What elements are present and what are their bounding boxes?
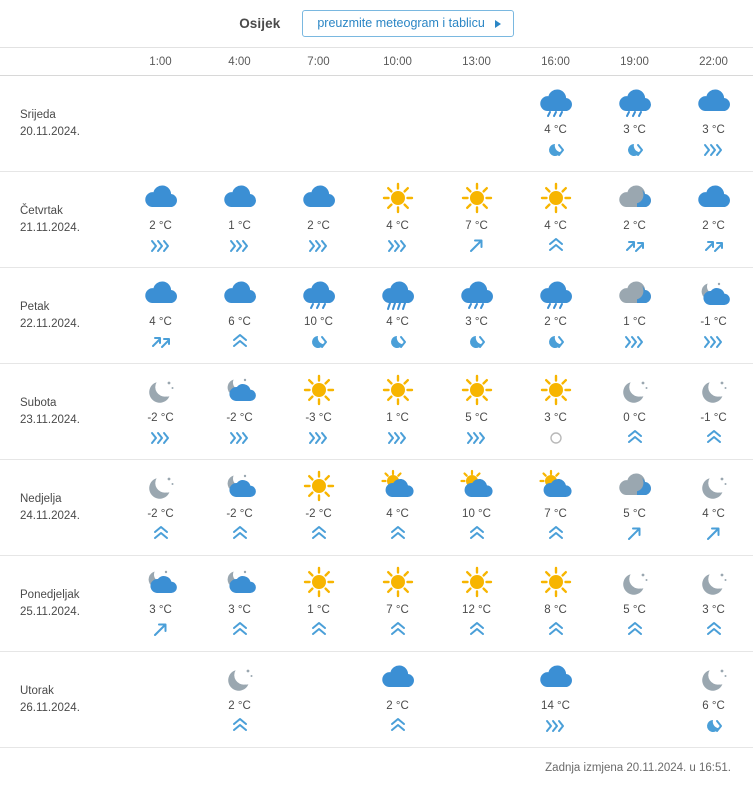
temperature-value: 2 °C xyxy=(386,700,409,712)
cloud-icon xyxy=(141,276,181,312)
wind-3-icon xyxy=(387,428,409,448)
wind-up-icon xyxy=(310,524,328,544)
temperature-value: 10 °C xyxy=(462,508,491,520)
forecast-cell xyxy=(516,460,595,555)
temperature-value: 3 °C xyxy=(149,604,172,616)
table-row xyxy=(0,76,753,172)
sun-icon xyxy=(299,372,339,408)
moon-cloud-icon xyxy=(220,372,260,408)
temperature-value: 5 °C xyxy=(623,604,646,616)
forecast-cell xyxy=(674,652,753,747)
wind-up-icon xyxy=(705,428,723,448)
cloud-icon xyxy=(141,180,181,216)
forecast-cell xyxy=(200,556,279,651)
time-header-row xyxy=(0,48,753,76)
cloud-icon xyxy=(378,660,418,696)
forecast-cell xyxy=(516,652,595,747)
temperature-value: 2 °C xyxy=(544,316,567,328)
day-name: Petak xyxy=(20,300,50,313)
sun-icon xyxy=(378,372,418,408)
forecast-cell xyxy=(437,76,516,171)
moon-wind-icon xyxy=(387,332,409,352)
temperature-value: 4 °C xyxy=(702,508,725,520)
wind-up-icon xyxy=(705,620,723,640)
day-name: Subota xyxy=(20,396,57,409)
day-cells xyxy=(121,652,753,747)
moon-wind-icon xyxy=(466,332,488,352)
time-header-1: 4:00 xyxy=(228,55,251,68)
wind-3-icon xyxy=(229,236,251,256)
forecast-cell xyxy=(437,268,516,363)
moon-cloud-icon xyxy=(220,468,260,504)
temperature-value: 4 °C xyxy=(386,220,409,232)
forecast-cell xyxy=(279,460,358,555)
temperature-value: 1 °C xyxy=(307,604,330,616)
sun-cloud-icon xyxy=(457,468,497,504)
cloud-icon xyxy=(694,84,734,120)
page-header xyxy=(0,0,753,48)
temperature-value: 1 °C xyxy=(623,316,646,328)
moon-icon xyxy=(694,468,734,504)
day-cells xyxy=(121,76,753,171)
temperature-value: -2 °C xyxy=(226,412,253,424)
day-cells xyxy=(121,364,753,459)
wind-3-icon xyxy=(150,428,172,448)
wind-3-icon xyxy=(150,236,172,256)
temperature-value: 7 °C xyxy=(465,220,488,232)
forecast-cell xyxy=(279,652,358,747)
temperature-value: 3 °C xyxy=(465,316,488,328)
wind-up-icon xyxy=(468,620,486,640)
forecast-cell xyxy=(674,364,753,459)
moon-wind-icon xyxy=(545,332,567,352)
time-header-0: 1:00 xyxy=(149,55,172,68)
day-cells xyxy=(121,556,753,651)
forecast-cell xyxy=(595,268,674,363)
cloud-grey-icon xyxy=(615,180,655,216)
temperature-value: 6 °C xyxy=(702,700,725,712)
temperature-value: 4 °C xyxy=(386,508,409,520)
wind-up-icon xyxy=(152,524,170,544)
wind-gust-icon xyxy=(467,236,487,256)
sun-icon xyxy=(536,180,576,216)
forecast-cell xyxy=(279,364,358,459)
forecast-cell xyxy=(595,556,674,651)
wind-3-icon xyxy=(229,428,251,448)
forecast-cell xyxy=(279,268,358,363)
day-cells xyxy=(121,460,753,555)
moon-icon xyxy=(220,660,260,696)
forecast-cell xyxy=(674,76,753,171)
time-header-5: 16:00 xyxy=(541,55,570,68)
temperature-value: -1 °C xyxy=(700,412,727,424)
forecast-cell xyxy=(516,364,595,459)
table-row xyxy=(0,364,753,460)
forecast-cell xyxy=(358,556,437,651)
day-label xyxy=(0,268,121,363)
table-row xyxy=(0,556,753,652)
forecast-cell xyxy=(674,268,753,363)
wind-up-icon xyxy=(626,428,644,448)
rain-cloud-icon xyxy=(457,276,497,312)
table-row xyxy=(0,460,753,556)
footer xyxy=(0,748,753,788)
moon-cloud-icon xyxy=(220,564,260,600)
wind-up-icon xyxy=(231,332,249,352)
forecast-cell xyxy=(121,364,200,459)
moon-icon xyxy=(694,372,734,408)
temperature-value: -1 °C xyxy=(700,316,727,328)
forecast-cell xyxy=(595,652,674,747)
time-header-7: 22:00 xyxy=(699,55,728,68)
wind-3-icon xyxy=(308,428,330,448)
day-name: Četvrtak xyxy=(20,204,63,217)
time-header-cells xyxy=(121,48,753,75)
time-header-spacer xyxy=(0,48,121,75)
temperature-value: 3 °C xyxy=(544,412,567,424)
cloud-icon xyxy=(536,660,576,696)
cloud-icon xyxy=(694,180,734,216)
temperature-value: 3 °C xyxy=(228,604,251,616)
temperature-value: 6 °C xyxy=(228,316,251,328)
temperature-value: 3 °C xyxy=(702,604,725,616)
wind-up-icon xyxy=(231,524,249,544)
day-name: Nedjelja xyxy=(20,492,62,505)
time-header-4: 13:00 xyxy=(462,55,491,68)
day-name: Srijeda xyxy=(20,108,56,121)
forecast-cell xyxy=(437,556,516,651)
day-date: 24.11.2024. xyxy=(20,509,80,522)
day-name: Ponedjeljak xyxy=(20,588,80,601)
wind-3-icon xyxy=(703,332,725,352)
moon-wind-icon xyxy=(308,332,330,352)
forecast-cell xyxy=(358,364,437,459)
forecast-cell xyxy=(674,460,753,555)
forecast-cell xyxy=(595,76,674,171)
day-date: 26.11.2024. xyxy=(20,701,80,714)
cloud-icon xyxy=(299,180,339,216)
day-name: Utorak xyxy=(20,684,54,697)
wind-up-icon xyxy=(547,620,565,640)
wind-3-icon xyxy=(703,140,725,160)
wind-3-icon xyxy=(308,236,330,256)
forecast-cell xyxy=(516,556,595,651)
forecast-cell xyxy=(358,652,437,747)
day-date: 22.11.2024. xyxy=(20,317,80,330)
wind-up-icon xyxy=(547,524,565,544)
temperature-value: 7 °C xyxy=(544,508,567,520)
forecast-cell xyxy=(595,364,674,459)
sun-icon xyxy=(536,564,576,600)
temperature-value: 5 °C xyxy=(465,412,488,424)
forecast-grid xyxy=(0,48,753,748)
sun-icon xyxy=(378,180,418,216)
temperature-value: 4 °C xyxy=(544,124,567,136)
forecast-cell xyxy=(437,460,516,555)
wind-up-icon xyxy=(547,236,565,256)
cloud-icon xyxy=(220,276,260,312)
forecast-cell xyxy=(200,172,279,267)
moon-icon xyxy=(141,468,181,504)
moon-icon xyxy=(615,372,655,408)
temperature-value: 1 °C xyxy=(386,412,409,424)
temperature-value: 4 °C xyxy=(149,316,172,328)
day-label xyxy=(0,76,121,171)
wind-up-icon xyxy=(231,620,249,640)
table-row xyxy=(0,172,753,268)
temperature-value: 12 °C xyxy=(462,604,491,616)
forecast-cell xyxy=(121,652,200,747)
temperature-value: -2 °C xyxy=(305,508,332,520)
wind-3-icon xyxy=(466,428,488,448)
temperature-value: 7 °C xyxy=(386,604,409,616)
forecast-cell xyxy=(358,172,437,267)
day-label xyxy=(0,364,121,459)
sun-cloud-icon xyxy=(378,468,418,504)
temperature-value: -2 °C xyxy=(226,508,253,520)
wind-3-icon xyxy=(545,716,567,736)
sun-icon xyxy=(457,372,497,408)
wind-gust2-icon xyxy=(703,236,725,256)
day-date: 20.11.2024. xyxy=(20,125,80,138)
sun-icon xyxy=(299,468,339,504)
wind-gust2-icon xyxy=(624,236,646,256)
temperature-value: 3 °C xyxy=(702,124,725,136)
table-row xyxy=(0,268,753,364)
day-label xyxy=(0,172,121,267)
temperature-value: 4 °C xyxy=(386,316,409,328)
moon-cloud-icon xyxy=(694,276,734,312)
temperature-value: 4 °C xyxy=(544,220,567,232)
forecast-cell xyxy=(437,652,516,747)
page-title: Osijek xyxy=(239,16,281,31)
wind-3-icon xyxy=(387,236,409,256)
wind-gust2-icon xyxy=(150,332,172,352)
last-update-text: Zadnja izmjena 20.11.2024. u 16:51. xyxy=(545,762,731,774)
day-label xyxy=(0,652,121,747)
cloud-icon xyxy=(220,180,260,216)
day-label xyxy=(0,556,121,651)
forecast-cell xyxy=(437,364,516,459)
forecast-cell xyxy=(595,172,674,267)
sun-icon xyxy=(457,564,497,600)
forecast-cell xyxy=(437,172,516,267)
moon-cloud-icon xyxy=(141,564,181,600)
wind-3-icon xyxy=(624,332,646,352)
sun-icon xyxy=(457,180,497,216)
wind-up-icon xyxy=(231,716,249,736)
moon-wind-icon xyxy=(624,140,646,160)
day-date: 21.11.2024. xyxy=(20,221,80,234)
temperature-value: 0 °C xyxy=(623,412,646,424)
forecast-cell xyxy=(516,76,595,171)
forecast-cell xyxy=(200,652,279,747)
wind-up-icon xyxy=(389,524,407,544)
wind-gust-icon xyxy=(625,524,645,544)
wind-gust-icon xyxy=(151,620,171,640)
moon-wind-icon xyxy=(545,140,567,160)
wind-gust-icon xyxy=(704,524,724,544)
cloud-grey-icon xyxy=(615,468,655,504)
wind-up-icon xyxy=(389,716,407,736)
forecast-cell xyxy=(121,268,200,363)
day-label xyxy=(0,460,121,555)
play-arrow-icon xyxy=(495,20,501,28)
day-cells xyxy=(121,268,753,363)
moon-icon xyxy=(141,372,181,408)
moon-icon xyxy=(615,564,655,600)
forecast-cell xyxy=(358,460,437,555)
forecast-cell xyxy=(674,172,753,267)
forecast-cell xyxy=(358,268,437,363)
wind-up-icon xyxy=(626,620,644,640)
forecast-cell xyxy=(595,460,674,555)
day-rows xyxy=(0,76,753,748)
temperature-value: 10 °C xyxy=(304,316,333,328)
forecast-cell xyxy=(279,172,358,267)
time-header-2: 7:00 xyxy=(307,55,330,68)
temperature-value: 2 °C xyxy=(228,700,251,712)
forecast-cell xyxy=(516,172,595,267)
sun-icon xyxy=(536,372,576,408)
forecast-cell xyxy=(200,460,279,555)
wind-up-icon xyxy=(468,524,486,544)
table-row xyxy=(0,652,753,748)
time-header-6: 19:00 xyxy=(620,55,649,68)
rain-cloud-icon xyxy=(536,84,576,120)
temperature-value: 1 °C xyxy=(228,220,251,232)
temperature-value: 2 °C xyxy=(702,220,725,232)
temperature-value: 2 °C xyxy=(307,220,330,232)
time-header-3: 10:00 xyxy=(383,55,412,68)
rain-cloud-icon xyxy=(615,84,655,120)
temperature-value: -2 °C xyxy=(147,412,174,424)
forecast-cell xyxy=(358,76,437,171)
temperature-value: 3 °C xyxy=(623,124,646,136)
forecast-cell xyxy=(121,76,200,171)
moon-icon xyxy=(694,660,734,696)
sun-icon xyxy=(299,564,339,600)
temperature-value: -2 °C xyxy=(147,508,174,520)
forecast-cell xyxy=(121,460,200,555)
forecast-cell xyxy=(516,268,595,363)
temperature-value: -3 °C xyxy=(305,412,332,424)
forecast-cell xyxy=(121,556,200,651)
rain-cloud-icon xyxy=(299,276,339,312)
forecast-cell xyxy=(674,556,753,651)
forecast-cell xyxy=(279,76,358,171)
forecast-cell xyxy=(200,268,279,363)
moon-icon xyxy=(694,564,734,600)
temperature-value: 2 °C xyxy=(623,220,646,232)
calm-icon xyxy=(549,428,563,448)
rain-cloud-heavy-icon xyxy=(378,276,418,312)
download-meteogram-button[interactable] xyxy=(302,10,513,37)
moon-wind-icon xyxy=(703,716,725,736)
sun-icon xyxy=(378,564,418,600)
day-date: 25.11.2024. xyxy=(20,605,80,618)
temperature-value: 14 °C xyxy=(541,700,570,712)
cloud-grey-icon xyxy=(615,276,655,312)
temperature-value: 8 °C xyxy=(544,604,567,616)
temperature-value: 2 °C xyxy=(149,220,172,232)
wind-up-icon xyxy=(389,620,407,640)
download-button-label: preuzmite meteogram i tablicu xyxy=(317,16,485,31)
temperature-value: 5 °C xyxy=(623,508,646,520)
sun-cloud-icon xyxy=(536,468,576,504)
forecast-cell xyxy=(121,172,200,267)
forecast-cell xyxy=(200,364,279,459)
forecast-cell xyxy=(200,76,279,171)
day-date: 23.11.2024. xyxy=(20,413,80,426)
wind-up-icon xyxy=(310,620,328,640)
forecast-cell xyxy=(279,556,358,651)
day-cells xyxy=(121,172,753,267)
rain-cloud-icon xyxy=(536,276,576,312)
